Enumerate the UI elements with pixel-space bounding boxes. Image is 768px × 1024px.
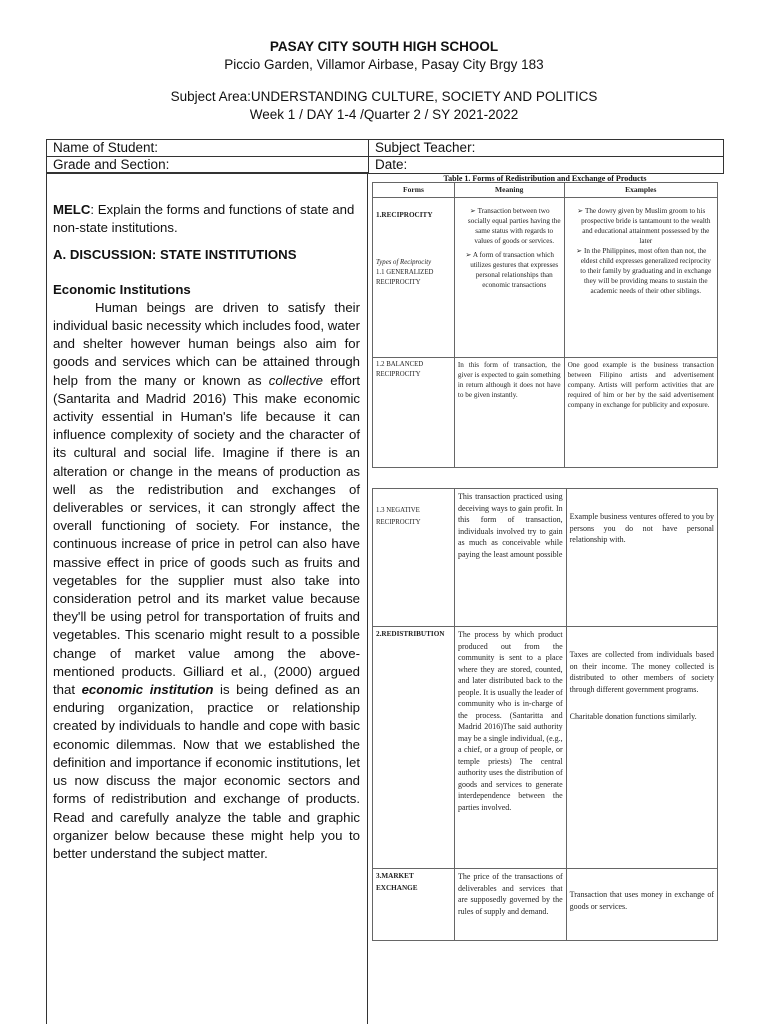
school-name: PASAY CITY SOUTH HIGH SCHOOL <box>269 39 499 54</box>
form-cell: 1.3 NEGATIVE RECIPROCITY <box>373 489 455 627</box>
header-forms: Forms <box>373 183 455 198</box>
form-cell: 1.2 BALANCED RECIPROCITY <box>373 358 455 468</box>
subject-teacher-field[interactable]: Subject Teacher: <box>375 140 476 155</box>
school-address: Piccio Garden, Villamor Airbase, Pasay City Brgy 183 <box>224 57 544 72</box>
header-meaning: Meaning <box>454 183 564 198</box>
table-row <box>373 489 718 627</box>
example-cell: Transaction that uses money in exchange of goods or services. <box>566 869 717 941</box>
section-title: A. DISCUSSION: STATE INSTITUTIONS <box>53 247 297 263</box>
grade-section-field[interactable]: Grade and Section: <box>47 157 369 173</box>
meaning-cell: ➢ Transaction between two socially equal parties having the same status with regards to values of goods or services. ➢ A form of transaction which utilizes gestures that expresses personal relationships than economic transactions <box>454 198 564 358</box>
subject-area: Subject Area:UNDERSTANDING CULTURE, SOCIETY AND POLITICS <box>170 89 598 104</box>
header-examples: Examples <box>564 183 717 198</box>
student-info-table <box>46 139 724 174</box>
date-field[interactable]: Date: <box>375 157 408 172</box>
meaning-cell: This transaction practiced using deceiving ways to gain profit. In this form of transaction, individuals involved try to gain as much as conceivable while paying the least amount possible <box>454 489 566 627</box>
example-cell: Taxes are collected from individuals based on their income. The money collected is distributed to other members of society through different government programs. Charitable donation functions similarly. <box>566 627 717 869</box>
example-cell: Example business ventures offered to you by persons you do not have personal relationship with. <box>566 489 717 627</box>
form-cell: 3.MARKET EXCHANGE <box>373 869 455 941</box>
forms-table-part2 <box>372 488 718 941</box>
example-cell: ➢ The dowry given by Muslim groom to his prospective bride is tantamount to the wealth and educational attainment possessed by the later ➢ In the Philippines, most often than not, the eldest child expresses generalized reciprocity to their family by graduating and in exchange they will be providing means to sustain the academic needs of their other siblings. <box>564 198 717 358</box>
subheading: Economic Institutions <box>53 281 191 297</box>
table-row <box>373 869 718 941</box>
week-info: Week 1 / DAY 1-4 /Quarter 2 / SY 2021-2022 <box>249 107 519 122</box>
form-cell: 2.REDISTRIBUTION <box>373 627 455 869</box>
example-cell: One good example is the business transaction between Filipino artists and advertisement company. Artists will perform activities that are required of him or her by the said advertisement company in exchange for publicity and exposure. <box>564 358 717 468</box>
forms-table-part1 <box>372 182 718 468</box>
document-header <box>0 38 768 124</box>
table-row <box>373 627 718 869</box>
meaning-cell: The price of the transactions of deliverables and services that are supposedly governed by the rules of supply and demand. <box>454 869 566 941</box>
table-row <box>373 358 718 468</box>
student-name-field[interactable]: Name of Student: <box>47 140 369 156</box>
form-cell: 1.RECIPROCITY Types of Reciprocity 1.1 GENERALIZED RECIPROCITY <box>373 198 455 358</box>
meaning-cell: In this form of transaction, the giver is expected to gain something in return although it does not have to be given instantly. <box>454 358 564 468</box>
meaning-cell: The process by which product produced out from the community is sent to a place where they are stored, counted, and later distributed back to the people. It is usually the leader of community who is in-charge of the process. (Santaritta and Madrid 2016)The said authority may be a single individual, (e.g., a chief, or a group of people, or temple priests) The central authority uses the distribution of goods and services to generate interdependence between the parties involved. <box>454 627 566 869</box>
table-row <box>373 198 718 358</box>
melc-paragraph: MELC: Explain the forms and functions of state and non-state institutions. <box>53 202 355 236</box>
discussion-paragraph: Human beings are driven to satisfy their individual basic necessity which includes food, water and shelter however human beings also aim for goods and services which can be attained through help from the many or known as collective effort (Santarita and Madrid 2016) This make economic activity essential in Human's life because it can influence complexity of society and the character of its cultural and social life. Imagine if there is an alteration or change in the means of production as well as the redistribution and exchanges of deliverables or services, it can strongly affect the overall functioning of society. For instance, the continuous increase of price in petrol can also have massive effect in price of goods such as fruits and vegetables for the supplier must also take into consideration petrol and its market value because they'll be using petrol for transportation of fruits and vegetables. This scenario might result to a possible change of market value among the above-mentioned products. Gilliard et al., (2000) argued that economic institution is being defined as an enduring organization, practice or relationship created by individuals to handle and cope with basic economic dilemmas. Now that we established the definition and importance if economic institutions, let us now discuss the major economic sectors and forms of redistribution and exchange of products. Read and carefully analyze the table and graphic organizer below because these might help you to better understand the subject matter. <box>53 299 361 861</box>
table-caption: Table 1. Forms of Redistribution and Exchange of Products <box>443 174 647 183</box>
discussion-column <box>46 172 368 1024</box>
